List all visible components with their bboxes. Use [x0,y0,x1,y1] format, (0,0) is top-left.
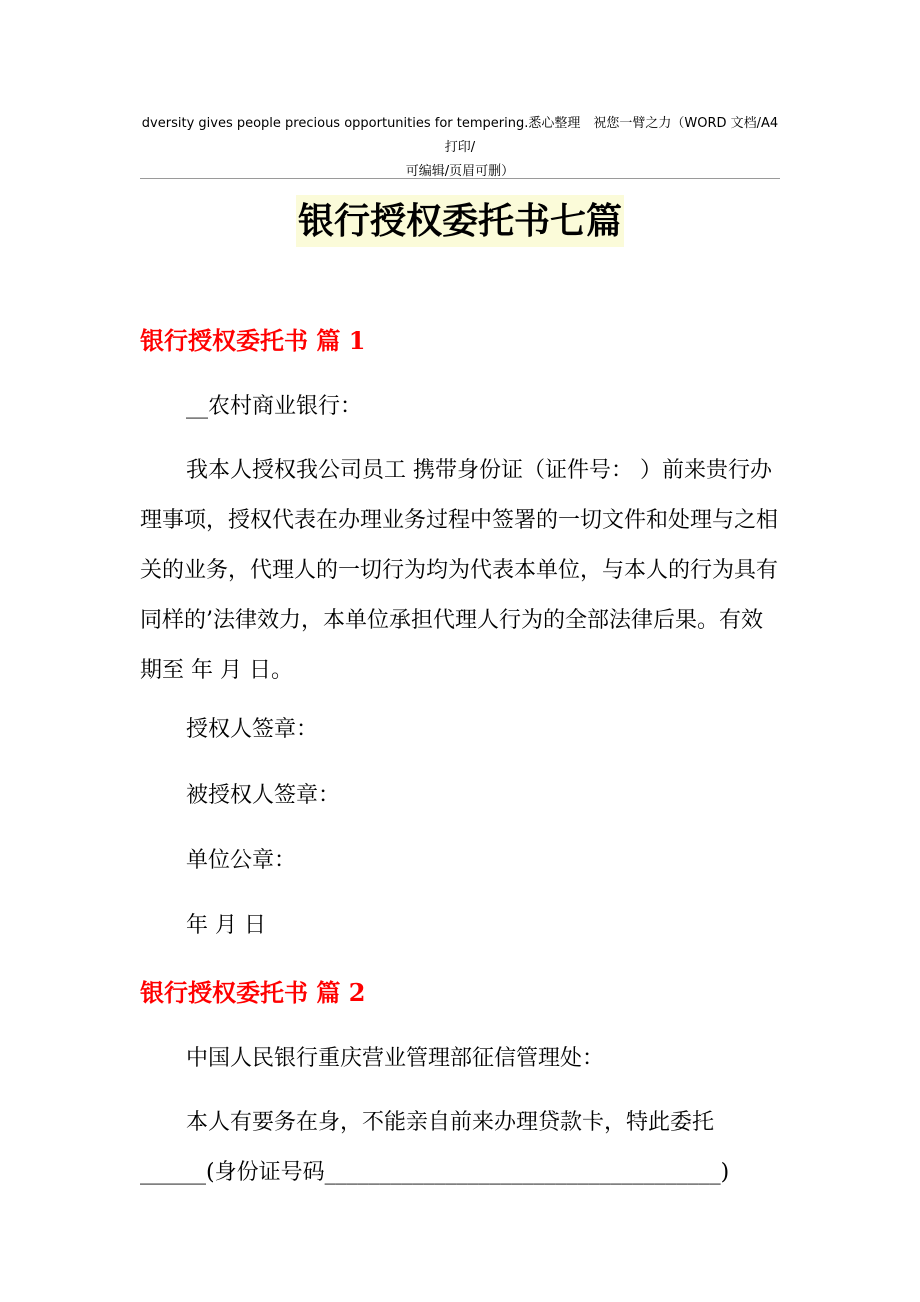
document-title: 银行授权委托书七篇 [296,195,624,247]
section-1-body: 我本人授权我公司员工 携带身份证（证件号： ）前来贵行办理事项，授权代表在办理业务过程中签署的一切文件和处理与之相关的业务，代理人的一切行为均为代表本单位，与本人的行为具有同样的’法律效力，本单位承担代理人行为的全部法律后果。有效期至 年 月 日。 [140,458,779,683]
page-header [140,112,780,184]
section-1-sign-authorized: 被授权人签章： [186,783,341,808]
section-1-addressee: __农村商业银行： [186,394,363,419]
section-1-company-seal: 单位公章： [186,848,297,873]
section-2-heading: 银行授权委托书 篇 2 [140,978,366,1007]
section-1-heading: 银行授权委托书 篇 1 [140,326,366,355]
section-1-date: 年 月 日 [186,913,266,938]
header-divider [140,178,780,179]
section-2-body: 本人有要务在身，不能亲自前来办理贷款卡，特此委托______(身份证号码____________________________________) [140,1110,730,1185]
section-1-sign-authorizer: 授权人签章： [186,717,319,742]
section-2-addressee: 中国人民银行重庆营业管理部征信管理处： [186,1046,605,1071]
header-line-2: 可编辑/页眉可删） [405,164,515,179]
title-container [0,195,920,247]
header-line-1: dversity gives people precious opportunities for tempering.悉心整理 祝您一臂之力（WORD 文档/A4 打印/ [141,116,779,155]
